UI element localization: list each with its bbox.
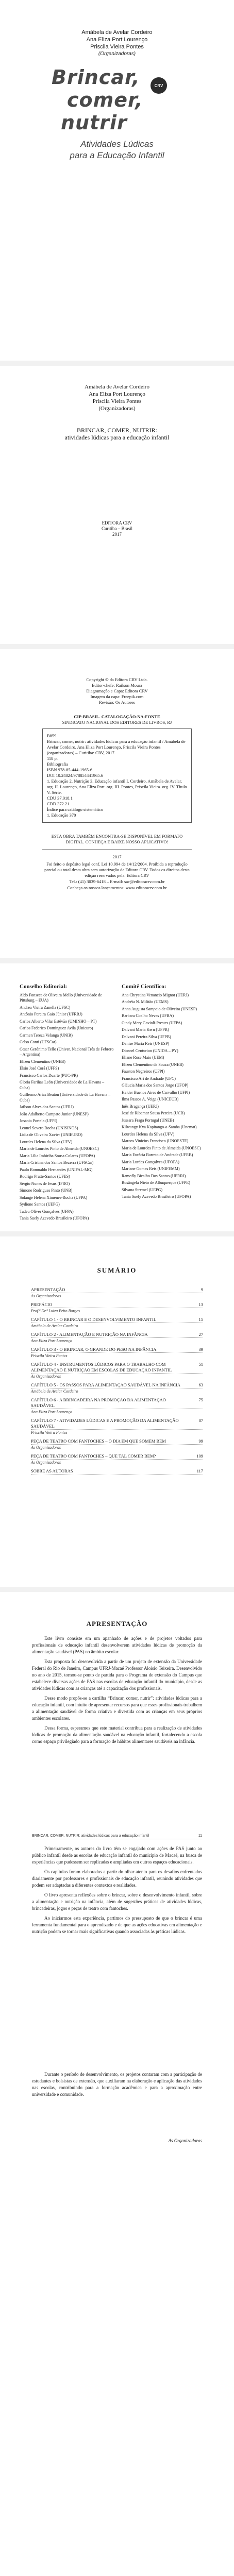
presentation-pages <box>0 1592 234 2334</box>
toc-entry-author: Priscila Vieira Pontes <box>31 1353 68 1358</box>
editorial-board-member: Carmen Tereza Velanga (UNIR) <box>20 1032 73 1038</box>
paragraph: O livro apresenta reflexões sobre o brincar, sobre o desenvolvimento infantil, sobre a alimentação e nutrição na infância, além de sugestões práticas de atividades lúdicas, brincadeiras, jogos e peças de teatro com fantoches. <box>32 1892 202 1911</box>
editorial-board-member: Lourdes Helena da Silva (UFV) <box>20 1139 73 1144</box>
presentation-text-3 <box>32 2071 202 2101</box>
copyright-line-5: Revisão: Os Autores <box>99 700 135 705</box>
editorial-board-member: Gloria Fariñas León (Universidade de La Havana – Cuba) <box>20 1080 105 1090</box>
titlepage-publisher: EDITORA CRV <box>102 520 132 526</box>
cover-author-2: Ana Eliza Port Lourenço <box>86 37 148 43</box>
paragraph: Esta proposta foi desenvolvida a partir de um projeto de extensão da Universidade Federal do Rio de Janeiro, Campus UFRJ-Macaé Professor Aloísio Teixeira. Desenvolvido no ano de 2015, tornou-se ponto de partida para o Programa de extensão do Campus que estabelece diversas ações de PAS nas escolas de educação infantil do município, desde as atividades lúdicas com as crianças até a capacitação dos profissionais. <box>32 1659 202 1691</box>
cover-subtitle-line-2: para a Educação Infantil <box>70 150 164 160</box>
toc-entry-title: PREFÁCIO <box>31 1302 53 1307</box>
scientific-committee-title: Comitê Científico: <box>122 984 166 990</box>
titlepage-city: Curitiba – Brasil <box>102 526 132 531</box>
scientific-committee-member: Maria de Lourdes Pinto de Almeida (UNOESC) <box>122 1145 201 1150</box>
toc-entry-author: As Organizadoras <box>31 1445 61 1450</box>
titlepage-title: BRINCAR, COMER, NUTRIR: <box>76 427 158 434</box>
toc-entry-page: 27 <box>198 1332 203 1337</box>
toc-entry[interactable] <box>31 1418 203 1430</box>
divider <box>42 849 192 850</box>
editorial-board-member: Maria de Lourdes Pinto de Almeida (UNOESC) <box>20 1146 99 1151</box>
toc-entry[interactable] <box>31 1453 203 1460</box>
titlepage-authors <box>0 383 234 412</box>
toc-entry-page: 117 <box>196 1468 203 1473</box>
copyright-line-1: Copyright © da Editora CRV Ltda. <box>86 677 148 682</box>
catalog-entry: Brincar, comer, nutrir: atividades lúdicas para a educação infantil / Amábela de Avelar Cordeiro, Ana Eliza Port Lourenço, Priscila Vieira Pontes (organizadoras) – Curitiba: CRV, 2017. <box>47 739 186 755</box>
editorial-board-member: Élsio José Corá (UFFS) <box>20 1066 59 1071</box>
scientific-committee-member: Cindy Mery Gavioli-Prestes (UFPA) <box>122 1020 182 1025</box>
copyright-line-3: Diagramação e Capa: Editora CRV <box>86 688 148 693</box>
catalog-cdu: CDU 37.018.1 <box>47 795 73 801</box>
scientific-committee-member: José de Ribamar Sousa Pereira (UCB) <box>122 1111 185 1115</box>
page-separator <box>0 958 234 963</box>
paragraph: Primeiramente, os autores do livro têm se engajado com ações de PAS junto ao público infantil desde as escolas de educação infantil do município de Macaé, na busca de experiências que pudessem ser replicadas e ampliadas em outros espaços educacionais. <box>32 1846 202 1865</box>
publisher-site[interactable]: Conheça os nossos lançamentos: www.editoracrv.com.br <box>67 885 167 890</box>
toc-entry-page: 75 <box>198 1397 203 1402</box>
titlepage-subtitle: atividades lúdicas para a educação infantil <box>64 434 170 441</box>
cover-title-word-1: Brincar, <box>52 66 140 89</box>
paragraph: Este livro consiste em um apanhado de ações e de projetos voltados para profissionais de educação infantil desenvolverem atividades lúdicas de promoção da alimentação saudável (PAS) no âmbito escolar. <box>32 1636 202 1654</box>
toc-entry-title: CAPÍTULO 2 - ALIMENTAÇÃO E NUTRIÇÃO NA INFÂNCIA <box>31 1332 148 1337</box>
toc-entry-title: APRESENTAÇÃO <box>31 1287 65 1292</box>
scientific-committee-member: Kilwangy Kya Kapitango-a-Samba (Unemat) <box>122 1125 197 1129</box>
scientific-committee-member: Maria Eurácia Barreto de Andrade (UFRB) <box>122 1153 193 1157</box>
scientific-committee-member: Fauston Negreiros (UFPI) <box>122 1069 165 1074</box>
page-separator <box>0 361 234 366</box>
toc-entry[interactable] <box>31 1362 203 1374</box>
copyright-year: 2017 <box>112 854 122 859</box>
editorial-board-title: Conselho Editorial: <box>20 984 67 990</box>
toc-entry[interactable] <box>31 1287 203 1293</box>
toc-entry-page: 99 <box>198 1438 203 1444</box>
toc-title: SUMÁRIO <box>97 1266 137 1274</box>
editorial-board-list <box>20 993 115 1222</box>
paragraph: Durante o período de desenvolvimento, os projetos contaram com a participação de estudantes e bolsistas de extensão, que auxiliaram na elaboração e aplicação das atividades nas escolas, contribuindo para a formação acadêmica e para a aproximação entre universidade e comunidade. <box>32 2072 202 2097</box>
editorial-board-column <box>20 984 115 1223</box>
editorial-board-member: Maria Lília Imbiriba Sousa Colares (UFOPA) <box>20 1153 95 1158</box>
toc-entry[interactable] <box>31 1302 203 1308</box>
scientific-committee-member: Maria Lurdes Gonçalves (UFOPA) <box>122 1159 179 1164</box>
editorial-board-member: Rodrigo Pratte-Santos (UFES) <box>20 1174 70 1179</box>
toc-entry-title: CAPÍTULO 3 - O BRINCAR, O GRANDE DO PESO NA INFÂNCIA <box>31 1347 157 1352</box>
toc-entry-title: PEÇA DE TEATRO COM FANTOCHES – QUE TAL COMER BEM? <box>31 1453 156 1459</box>
toc-entry[interactable] <box>31 1382 203 1388</box>
copyright-page <box>0 649 234 958</box>
catalog-cdd: CDD 372.21 <box>47 801 70 806</box>
paragraph: Ao iniciarmos esta experiência, partimos do pressuposto de que o brincar é uma ferramenta fundamental para o aprendizado e de que as ações educativas em alimentação e nutrição podem se tornar mais significativas quando associadas às práticas lúdicas. <box>32 1916 202 1934</box>
scientific-committee-member: Gláucia Maria dos Santos Jorge (UFOP) <box>122 1083 189 1088</box>
toc-entry[interactable] <box>31 1317 203 1323</box>
title-page <box>0 366 234 644</box>
titlepage-author-3: Priscila Vieira Pontes <box>92 398 142 404</box>
page-separator <box>0 644 234 649</box>
editorial-board-member: Paulo Romualdo Hernandes (UNIFAL-MG) <box>20 1167 93 1172</box>
presentation-signature: As Organizadoras <box>168 2138 202 2143</box>
toc-entry-title: CAPÍTULO 4 - INSTRUMENTOS LÚDICOS PARA O TRABALHO COM ALIMENTAÇÃO E NUTRIÇÃO EM ESCOLAS DE EDUCAÇÃO INFANTIL <box>31 1362 172 1372</box>
titlepage-author-1: Amábela de Avelar Cordeiro <box>85 384 149 390</box>
toc-entry-title: CAPÍTULO 6 - A BRINCADEIRA NA PROMOÇÃO DA ALIMENTAÇÃO SAUDÁVEL <box>31 1397 166 1408</box>
running-header-title: BRINCAR, COMER, NUTRIR: atividades lúdicas para a educação infantil <box>32 1834 149 1838</box>
catalog-code: B859 <box>47 733 57 738</box>
editorial-board-page <box>0 963 234 1231</box>
editorial-board-member: Guillermo Arias Beatón (Universidade de La Havana – Cuba) <box>20 1092 111 1103</box>
scientific-committee-list <box>122 993 217 1200</box>
cover-page <box>0 0 234 361</box>
scientific-committee-member: Francisco Ari de Andrade (UFC) <box>122 1076 176 1081</box>
digital-edition-note: ESTA OBRA TAMBÉM ENCONTRA-SE DISPONÍVEL EM FORMATO DIGITAL. CONHEÇA E BAIXE NOSSO APLICATIVO! <box>51 834 183 844</box>
toc-entry-author: Prof.ª Dr.ª Luiza Brito Borges <box>31 1309 80 1313</box>
editorial-board-member: Carlos Federico Dominguez Avila (Unieuro) <box>20 1026 93 1030</box>
scientific-committee-member: Marcos Vinicius Francisco (UNOESTE) <box>122 1139 189 1143</box>
editorial-board-member: Francisco Carlos Duarte (PUC-PR) <box>20 1073 78 1078</box>
catalog-pages: 118 p. <box>47 756 58 761</box>
titlepage-year: 2017 <box>112 532 122 537</box>
paragraph: Os capítulos foram elaborados a partir do olhar atento para os desafios enfrentados diariamente por professores e profissionais de educação infantil, reunindo atividades que podem ser adaptadas a diferentes contextos e realidades. <box>32 1869 202 1888</box>
presentation-text-2 <box>32 1845 202 1938</box>
presentation-text-1 <box>32 1635 202 1748</box>
cip-subtitle: SINDICATO NACIONAL DOS EDITORES DE LIVROS, RJ <box>62 720 172 725</box>
toc-entry-author: As Organizadoras <box>31 1374 61 1379</box>
editorial-board-member: Josania Portela (UFPI) <box>20 1118 57 1123</box>
toc-entry[interactable] <box>31 1397 203 1409</box>
scientific-committee-member: Elizeu Clementino de Souza (UNEB) <box>122 1062 183 1067</box>
catalog-bibliography: Bibliografia <box>47 761 69 767</box>
page-separator <box>0 1587 234 1592</box>
toc-entry-title: PEÇA DE TEATRO COM FANTOCHES – O DIA EM QUE SOMEM BEM <box>31 1438 166 1444</box>
toc-entry-author: As Organizadoras <box>31 1294 61 1298</box>
scientific-committee-member: Dalvani Maria Kern (UFPR) <box>122 1027 169 1032</box>
table-of-contents-page <box>0 1236 234 1587</box>
toc-entry-page: 87 <box>198 1418 203 1423</box>
editorial-board-member: Simone Rodrigues Pinto (UNB) <box>20 1188 73 1193</box>
toc-entry-title: SOBRE AS AUTORAS <box>31 1468 73 1473</box>
editorial-board-member: Tania Suely Azevedo Brasileiro (UFOPA) <box>20 1216 89 1221</box>
scientific-committee-member: Barbara Coelho Neves (UFBA) <box>122 1013 174 1018</box>
toc-entry-page: 109 <box>196 1453 203 1459</box>
toc-entry-author: Ana Eliza Port Lourenço <box>31 1338 72 1343</box>
catalog-isbn: ISBN 978-85-444-1965-6 <box>47 767 93 772</box>
scientific-committee-member: Lourdes Helena da Silva (UFV) <box>122 1131 175 1137</box>
toc-entry-page: 51 <box>198 1362 203 1367</box>
editorial-board-member: Maria Cristina dos Santos Bezerra (UFSCar) <box>20 1160 94 1165</box>
catalog-card <box>42 728 192 823</box>
toc-entry-page: 9 <box>200 1287 203 1292</box>
scientific-committee-member: Mariane Gomes Reis (UNIFEMM) <box>122 1166 180 1171</box>
scientific-committee-member: Rosângela Nieto de Albuquerque (UFPE) <box>122 1180 190 1185</box>
publisher-contact: Tel.: (41) 3039-6418 – E-mail: sac@editoracrv.com.br <box>69 879 165 884</box>
toc-entry[interactable] <box>31 1347 203 1353</box>
editorial-board-member: Jailson Alves dos Santos (UFRJ) <box>20 1105 74 1109</box>
scientific-committee-member: Tania Suely Azevedo Brasileiro (UFOPA) <box>122 1194 191 1199</box>
scientific-committee-member: Ana Chrystina Venancio Mignot (UERJ) <box>122 992 189 997</box>
toc-entry-title: CAPÍTULO 1 - O BRINCAR E O DESENVOLVIMENTO INFANTIL <box>31 1317 157 1322</box>
editorial-board-member: Elizeu Clementino (UNEB) <box>20 1059 65 1064</box>
cover-author-1: Amábela de Avelar Cordeiro <box>81 29 153 36</box>
catalog-subjects: 1. Educação 2. Nutrição 3. Educação infantil I. Cordeiro, Amábela de Avelar. org. II. Lourenço, Ana Eliza Port. org. III. Pontes, Priscila Vieira. org. IV. Título V. Série. <box>47 778 187 795</box>
titlepage-imprint <box>0 520 234 537</box>
editorial-board-member: Cesar Gerónimo Tello (Univer. Nacional Três de Febrero – Argentina) <box>20 1046 114 1057</box>
toc-entry-title: CAPÍTULO 7 - ATIVIDADES LÚDICAS E A PROMOÇÃO DA ALIMENTAÇÃO SAUDÁVEL <box>31 1418 179 1429</box>
toc-entry-title: CAPÍTULO 5 - OS PASSOS PARA ALIMENTAÇÃO SAUDÁVEL NA INFÂNCIA <box>31 1382 181 1387</box>
scientific-committee-member: Andréia N. Militão (UEMS) <box>122 999 169 1004</box>
editorial-board-member: Celso Conti (UFSCar) <box>20 1040 57 1044</box>
copyright-line-2: Editor-chefe: Railson Moura <box>92 683 142 688</box>
cover-authors <box>0 29 234 58</box>
paragraph: Dessa forma, esperamos que este material contribua para a realização de atividades lúdicas de promoção da alimentação saudável na educação infantil, fortalecendo a escola como espaço privilegiado para a formação de hábitos alimentares saudáveis na infância. <box>32 1725 202 1744</box>
scientific-committee-member: Ilma Passos A. Veiga (UNICEUB) <box>122 1097 179 1101</box>
editorial-board-member: Sydione Santos (UEPG) <box>20 1202 60 1207</box>
catalog-index-entry: 1. Educação 370 <box>47 812 76 818</box>
editorial-board-member: Tadeu Oliver Gonçalves (UFPA) <box>20 1209 74 1214</box>
toc-entry-page: 15 <box>198 1317 203 1322</box>
toc-entry[interactable] <box>31 1468 203 1475</box>
scientific-committee-member: Eliane Rose Maio (UEM) <box>122 1055 164 1060</box>
toc-entry-author: Amábela de Avelar Cordeiro <box>31 1324 78 1328</box>
toc-entry-author: Amábela de Avelar Cordeiro <box>31 1389 78 1394</box>
scientific-committee-member: Dalvani Pereira Silva (UFPB) <box>122 1034 171 1039</box>
toc-entry-author: As Organizadoras <box>31 1460 61 1465</box>
scientific-committee-member: Diosnel Centurion (UNIDA – PY) <box>122 1048 178 1053</box>
cover-title-word-3: nutrir <box>61 111 127 134</box>
toc-entry-page: 39 <box>198 1347 203 1352</box>
presentation-title: APRESENTAÇÃO <box>86 1620 148 1628</box>
scientific-committee-member: Inês Bragança (UERJ) <box>122 1104 159 1109</box>
titlepage-role: (Organizadoras) <box>98 405 136 412</box>
titlepage-author-2: Ana Eliza Port Lourenço <box>89 391 145 397</box>
scientific-committee-member: Ramofly Bicalho Dos Santos (UFRRJ) <box>122 1173 186 1178</box>
cover-title-word-2: comer, <box>67 89 143 111</box>
editorial-board-member: Carlos Alberto Vilar Estêvão (UMINHO – PT) <box>20 1019 97 1024</box>
editorial-board-member: Solange Helena Ximenes-Rocha (UFPA) <box>20 1195 88 1200</box>
scientific-committee-member: Helder Buenos Aires de Carvalho (UFPI) <box>122 1090 190 1095</box>
running-header <box>32 1834 202 1839</box>
scientific-committee-member: Jussara Fraga Portugal (UNEB) <box>122 1117 174 1123</box>
paragraph: Desse modo propôs-se a cartilha “Brincar, comer, nutrir”: atividades lúdicas para a educação infantil, com intuito de apresentar recursos para que esses profissionais trabalhem a alimentação saudável de forma criativa e divertida com as crianças em seus próprios ambientes escolares. <box>32 1696 202 1721</box>
editorial-board-member: Aldo Fonseca de Oliveira Mello (Universidade de Pittsburg – EUA) <box>20 992 102 1003</box>
toc-entry-page: 63 <box>198 1382 203 1387</box>
editorial-board-member: Sérgio Nunes de Jesus (IFRO) <box>20 1181 70 1186</box>
editorial-board-member: Leonel Severo Rocha (UNISINOS) <box>20 1125 78 1130</box>
editorial-board-member: Antônio Pereira Gaio Júnior (UFRRJ) <box>20 1012 82 1016</box>
scientific-committee-member: Denise Maria Reis (UNESP) <box>122 1041 170 1046</box>
cip-title: CIP-BRASIL. CATALOGAÇÃO-NA-FONTE <box>74 714 160 719</box>
editorial-board-member: Andrea Vieira Zanella (UFSC) <box>20 1005 71 1010</box>
toc-entry[interactable] <box>31 1438 203 1445</box>
toc-entry[interactable] <box>31 1332 203 1338</box>
editorial-board-member: Lídia de Oliveira Xavier (UNIEURO) <box>20 1132 82 1137</box>
toc-entry-author: Ana Eliza Port Lourenço <box>31 1410 72 1414</box>
copyright-line-4: Imagem da capa: Freepik.com <box>90 694 144 699</box>
rights-note: Foi feito o depósito legal conf. Lei 10.994 de 14/12/2004. Proibida a reprodução parcial ou total desta obra sem autorização da Editora CRV. Todos os direitos desta edição reservados pela: Editora CRV <box>44 861 190 878</box>
scientific-committee-member: Silvana Stremel (UEPG) <box>122 1187 163 1192</box>
cover-role: (Organizadoras) <box>98 51 136 57</box>
scientific-committee-member: Anna Augusta Sampaio de Oliveira (UNESP) <box>122 1006 197 1011</box>
cover-subtitle-line-1: Atividades Lúdicas <box>80 139 154 149</box>
toc-entry-author: Priscila Vieira Pontes <box>31 1430 68 1435</box>
catalog-doi: DOI 10.24824/978854441965.6 <box>47 773 103 778</box>
scientific-committee-column <box>122 984 217 1201</box>
running-header-page: 11 <box>198 1834 202 1838</box>
cover-author-3: Priscila Vieira Pontes <box>90 44 144 50</box>
publisher-logo: CRV <box>151 77 167 94</box>
toc-list <box>31 1284 203 1475</box>
editorial-board-member: João Adalberto Campato Junior (UNESP) <box>20 1111 89 1116</box>
toc-entry-page: 13 <box>198 1302 203 1307</box>
catalog-index-title: Índice para catálogo sistemático <box>47 807 104 812</box>
page-separator <box>0 1231 234 1236</box>
copyright-credits <box>0 677 234 705</box>
